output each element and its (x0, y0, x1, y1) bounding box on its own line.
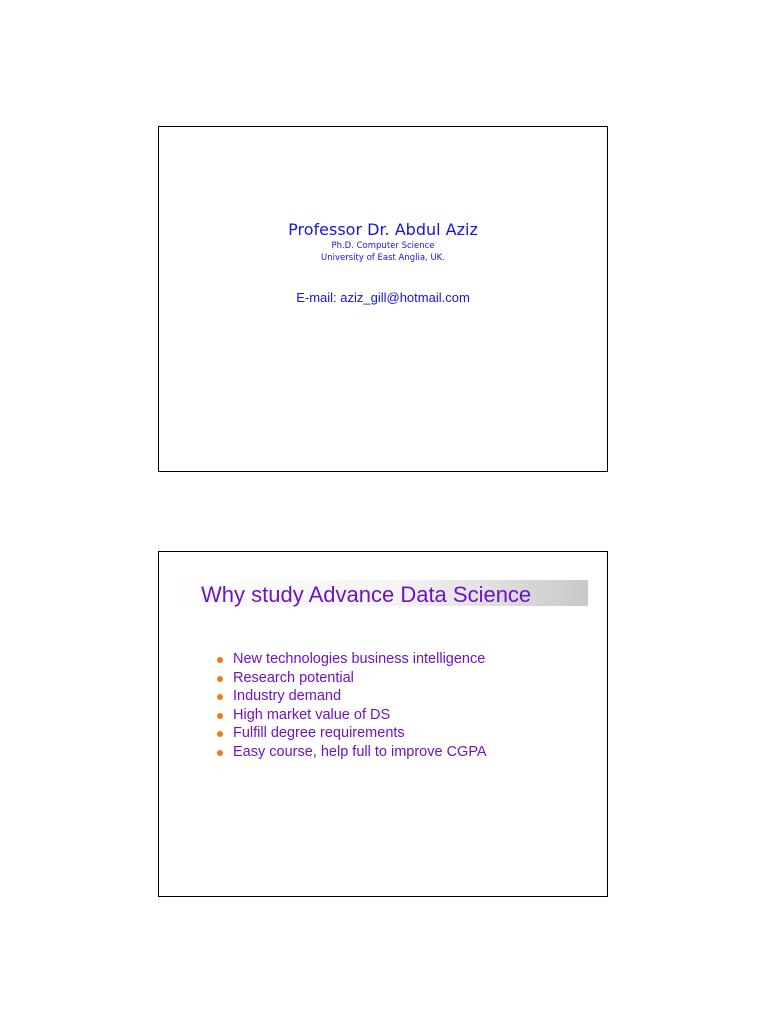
bullet-text: Industry demand (233, 688, 342, 705)
bullet-item (215, 687, 487, 706)
slide-2 (158, 551, 608, 897)
presenter-email: E-mail: aziz_gill@hotmail.com (296, 290, 470, 305)
bullet-item (215, 650, 487, 669)
bullet-item (215, 706, 487, 725)
bullet-dot-icon (217, 750, 223, 756)
bullet-item (215, 743, 487, 762)
slide-1 (158, 126, 608, 472)
presenter-degree: Ph.D. Computer Science (331, 241, 435, 251)
bullet-dot-icon (217, 676, 223, 682)
bullet-text: Research potential (233, 669, 354, 686)
bullet-dot-icon (217, 657, 223, 663)
bullet-item (215, 724, 487, 743)
presenter-university: University of East Anglia, UK. (321, 253, 445, 263)
bullet-text: High market value of DS (233, 706, 391, 723)
bullet-dot-icon (217, 694, 223, 700)
bullet-dot-icon (217, 713, 223, 719)
slide-title: Why study Advance Data Science (201, 582, 532, 607)
bullet-item (215, 669, 487, 688)
bullet-text: New technologies business intelligence (233, 651, 486, 667)
presenter-name: Professor Dr. Abdul Aziz (288, 220, 478, 239)
bullet-list (215, 650, 487, 762)
bullet-dot-icon (217, 731, 223, 737)
bullet-text: Easy course, help full to improve CGPA (233, 743, 487, 760)
bullet-text: Fulfill degree requirements (233, 725, 405, 742)
